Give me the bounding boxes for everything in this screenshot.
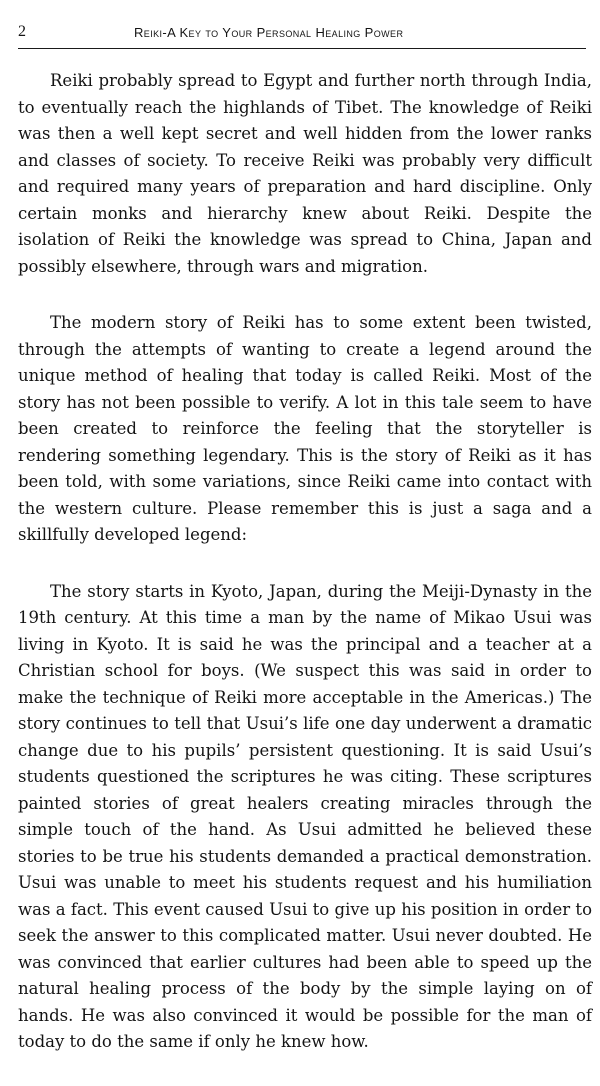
- paragraph-reiki-spread: Reiki probably spread to Egypt and further north through India, to eventually reach the highlands of Tibet. The knowledge of Reiki was then a well kept secret and well hidden from the lower ranks and classes of society. To receive Reiki was probably very difficult and required many years of preparation and hard discipline. Only certain monks and hierarchy knew about Reiki. Despite the isolation of Reiki the knowledge was spread to China, Japan and possibly elsewhere, through wars and migration.: [18, 71, 592, 276]
- running-header: [18, 16, 586, 49]
- body-text: [18, 68, 592, 1086]
- page-number: 2: [18, 23, 26, 40]
- book-title: Reiki-A Key to Your Personal Healing Power: [134, 25, 404, 40]
- paragraph-usui-story: The story starts in Kyoto, Japan, during the Meiji-Dynasty in the 19th century. At this time a man by the name of Mikao Usui was living in Kyoto. It is said he was the principal and a teacher at a Christian school for boys. (We suspect this was said in order to make the technique of Reiki more acceptable in the Americas.) The story continues to tell that Usui’s life one day underwent a dramatic change due to his pupils’ persistent questioning. It is said Usui’s students questioned the scriptures he was citing. These scriptures painted stories of great healers creating miracles through the simple touch of the hand. As Usui admitted he believed these stories to be true his students demanded a practical demonstration. Usui was unable to meet his students request and his humiliation was a fact. This event caused Usui to give up his position in order to seek the answer to this complicated matter. Usui never doubted. He was convinced that earlier cultures had been able to speed up the natural healing process of the body by the simple laying on of hands. He was also convinced it would be possible for the man of today to do the same if only he knew how.: [18, 581, 592, 1051]
- paragraph-modern-story: The modern story of Reiki has to some extent been twisted, through the attempts of wanting to create a legend around the unique method of healing that today is called Reiki. Most of the story has not been possible to verify. A lot in this tale seem to have been created to reinforce the feeling that the storyteller is rendering something legendary. This is the story of Reiki as it has been told, with some variations, since Reiki came into contact with the western culture. Please remember this is just a saga and a skillfully developed legend:: [18, 313, 592, 544]
